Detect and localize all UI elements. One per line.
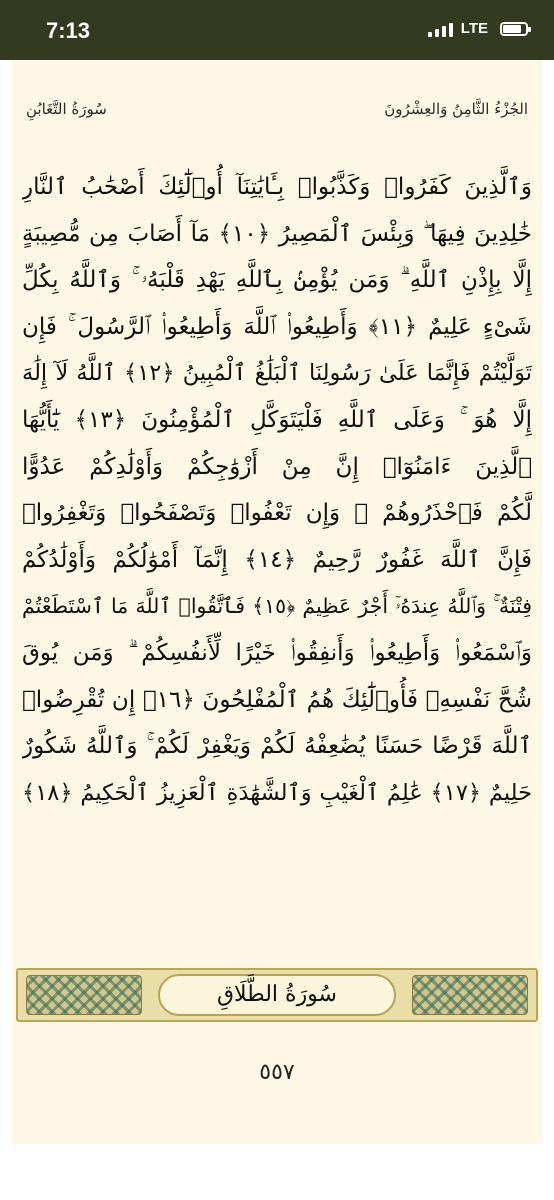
mushaf-page[interactable] xyxy=(12,60,542,1144)
ornament-right-icon xyxy=(412,975,528,1015)
status-indicators xyxy=(428,20,528,37)
verse-line[interactable]: فَإِنَّ ٱللَّهَ غَفُورٌ رَّحِيمٌ ﴿١٤﴾ إِنَّمَآ أَمْوَٰلُكُمْ وَأَوْلَٰدُكُمْ xyxy=(22,546,532,573)
verse-line[interactable]: إِلَّا هُوَ ۚ وَعَلَى ٱللَّهِ فَلْيَتَوَكَّلِ ٱلْمُؤْمِنُونَ ﴿١٣﴾ يَٰٓأَيُّهَا xyxy=(22,406,532,433)
cellular-signal-icon xyxy=(428,21,453,37)
verse-line[interactable]: شُحَّ نَفْسِهِۦ فَأُو۟لَٰٓئِكَ هُمُ ٱلْمُفْلِحُونَ ﴿١٦﴾ إِن تُقْرِضُوا۟ xyxy=(22,686,532,713)
network-type-label: LTE xyxy=(460,20,488,37)
verse-line[interactable]: فِتْنَةٌ ۚ وَٱللَّهُ عِندَهُۥٓ أَجْرٌ عَظِيمٌ ﴿١٥﴾ فَٱتَّقُوا۟ ٱللَّهَ مَا ٱسْتَطَعْتُمْ xyxy=(22,594,532,619)
verse-line[interactable]: ٱلَّذِينَ ءَامَنُوٓا۟ إِنَّ مِنْ أَزْوَٰجِكُمْ وَأَوْلَٰدِكُمْ عَدُوًّا xyxy=(22,453,532,480)
page-number: ٥٥٧ xyxy=(259,1060,295,1085)
verse-line[interactable]: وَٱلَّذِينَ كَفَرُوا۟ وَكَذَّبُوا۟ بِـَٔايَٰتِنَآ أُو۟لَٰٓئِكَ أَصْحَٰبُ ٱلنَّارِ xyxy=(22,174,532,200)
verse-line[interactable]: لَّكُمْ فَٱحْذَرُوهُمْ ۚ وَإِن تَعْفُوا۟ وَتَصْفَحُوا۟ وَتَغْفِرُوا۟ xyxy=(22,500,532,527)
status-time: 7:13 xyxy=(46,18,91,43)
verse-line[interactable]: ٱللَّهَ قَرْضًا حَسَنًا يُضَٰعِفْهُ لَكُمْ وَيَغْفِرْ لَكُمْ ۚ وَٱللَّهُ شَكُورٌ xyxy=(22,733,532,760)
verse-line[interactable]: خَٰلِدِينَ فِيهَا ۖ وَبِئْسَ ٱلْمَصِيرُ ﴿١٠﴾ مَآ أَصَابَ مِن مُّصِيبَةٍ xyxy=(22,220,532,247)
battery-icon xyxy=(500,22,528,36)
page-header xyxy=(12,100,542,134)
ornament-left-icon xyxy=(26,975,142,1015)
surah-title: سُورَةُ التَّغَابُنِ xyxy=(26,100,107,118)
next-surah-banner xyxy=(16,968,538,1022)
status-bar xyxy=(0,0,554,60)
verse-line[interactable]: وَٱسْمَعُوا۟ وَأَطِيعُوا۟ وَأَنفِقُوا۟ خَيْرًا لِّأَنفُسِكُمْ ۗ وَمَن يُوقَ xyxy=(22,639,532,666)
juz-title: الجُزْءُ الثَّامِنُ وَالعِشْرُونَ xyxy=(384,100,528,118)
verse-text[interactable] xyxy=(22,164,532,816)
verse-line[interactable]: حَلِيمٌ ﴿١٧﴾ عَٰلِمُ ٱلْغَيْبِ وَٱلشَّهَٰدَةِ ٱلْعَزِيزُ ٱلْحَكِيمُ ﴿١٨﴾ xyxy=(22,779,532,806)
next-surah-title: سُورَةُ الطَّلَاقِ xyxy=(158,974,396,1016)
verse-line[interactable]: شَىْءٍ عَلِيمٌ ﴿١١﴾ وَأَطِيعُوا۟ ٱللَّهَ وَأَطِيعُوا۟ ٱلرَّسُولَ ۚ فَإِن xyxy=(22,313,532,340)
verse-line[interactable]: تَوَلَّيْتُمْ فَإِنَّمَا عَلَىٰ رَسُولِنَا ٱلْبَلَٰغُ ٱلْمُبِينُ ﴿١٢﴾ ٱللَّهُ لَآ إِلَٰهَ xyxy=(22,360,532,387)
verse-line[interactable]: إِلَّا بِإِذْنِ ٱللَّهِ ۗ وَمَن يُؤْمِنۢ بِٱللَّهِ يَهْدِ قَلْبَهُۥ ۚ وَٱللَّهُ بِكُلِّ xyxy=(22,267,532,294)
